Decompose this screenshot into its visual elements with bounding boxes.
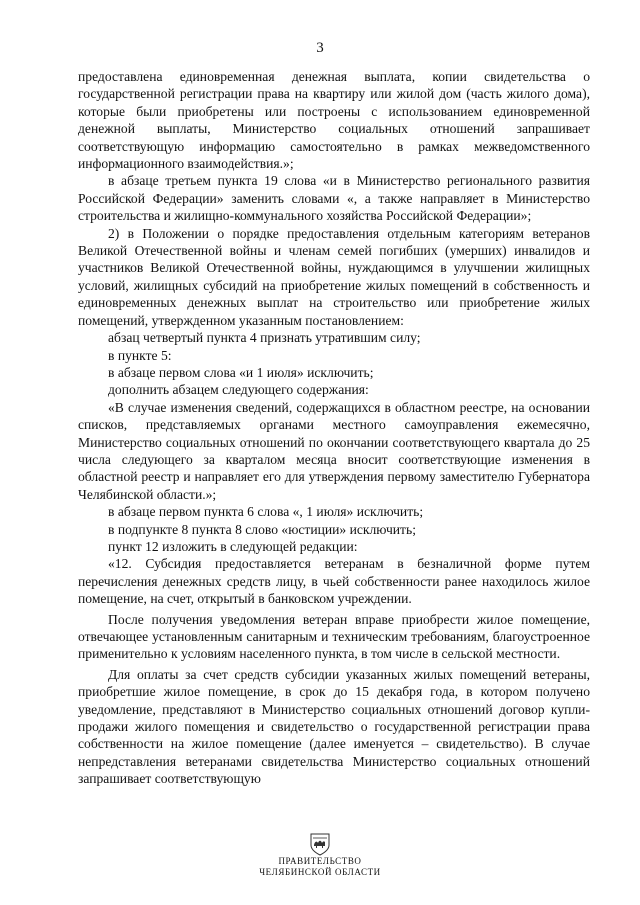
paragraph: в абзаце первом слова «и 1 июля» исключить; bbox=[108, 364, 374, 380]
paragraph: предоставлена единовременная денежная выплата, копии свидетельства о государственной регистрации права на квартиру или жилой дом (часть жилого дома), которые были приобретены или построены с использованием единовременной денежной выплаты, Министерство социальных отношений запрашивает соответствующую информацию самостоятельно в рамках межведомственного информационного взаимодействия.»; bbox=[78, 69, 590, 172]
document-body bbox=[78, 68, 590, 788]
paragraph: в абзаце первом пункта 6 слова «, 1 июля» исключить; bbox=[108, 504, 424, 520]
paragraph: в абзаце третьем пункта 19 слова «и в Министерство регионального развития Российской Федерации» заменить словами «, а также направляет в Министерство строительства и жилищно-коммунального хозяйства Российской Федерации»; bbox=[78, 173, 590, 224]
paragraph: абзац четвертый пункта 4 признать утратившим силу; bbox=[108, 330, 421, 346]
chelyabinsk-camel-emblem-icon bbox=[309, 832, 331, 856]
paragraph: 2) в Положении о порядке предоставления отдельным категориям ветеранов Великой Отечественной войны и членам семей погибших (умерших) инвалидов и участников Великой Отечественной войны, нуждающимся в улучшении жилищных условий, жилищных субсидий на приобретение жилых помещений в собственность и единовременных денежных выплат на строительство или приобретение жилых помещений, утвержденном указанным постановлением: bbox=[78, 225, 590, 328]
footer-org-line-2: ЧЕЛЯБИНСКОЙ ОБЛАСТИ bbox=[259, 867, 381, 877]
paragraph: Для оплаты за счет средств субсидии указанных жилых помещений ветераны, приобретшие жилое помещение, в срок до 15 декабря года, в котором получено уведомление, представляют в Министерство социальных отношений договор купли-продажи жилого помещения и свидетельство о государственной регистрации права собственности на жилое помещение (далее именуется – свидетельство). В случае непредставления ветеранами свидетельства Министерство социальных отношений запрашивает соответствующую bbox=[78, 666, 590, 787]
paragraph: «В случае изменения сведений, содержащихся в областном реестре, на основании списков, представляемых органами местного самоуправления ежемесячно, Министерство социальных отношений по окончании соответствующего квартала до 25 числа следующего за кварталом месяца вносит соответствующие изменения в областной реестр и направляет его для утверждения первому заместителю Губернатора Челябинской области.»; bbox=[78, 399, 590, 502]
paragraph: дополнить абзацем следующего содержания: bbox=[108, 382, 369, 398]
paragraph: в подпункте 8 пункта 8 слово «юстиции» исключить; bbox=[108, 521, 416, 537]
document-footer bbox=[0, 832, 640, 878]
paragraph: пункт 12 изложить в следующей редакции: bbox=[108, 538, 358, 554]
paragraph: После получения уведомления ветеран вправе приобрести жилое помещение, отвечающее установленным санитарным и техническим требованиям, благоустроенное применительно к условиям населенного пункта, в том числе в сельской местности. bbox=[78, 611, 590, 662]
page-number: 3 bbox=[316, 40, 324, 56]
footer-org-line-1: ПРАВИТЕЛЬСТВО bbox=[278, 856, 362, 866]
paragraph: «12. Субсидия предоставляется ветеранам в безналичной форме путем перечисления денежных средств лицу, в чьей собственности ранее находилось жилое помещение, на счет, открытый в банковском учреждении. bbox=[78, 556, 590, 607]
paragraph: в пункте 5: bbox=[108, 347, 172, 363]
